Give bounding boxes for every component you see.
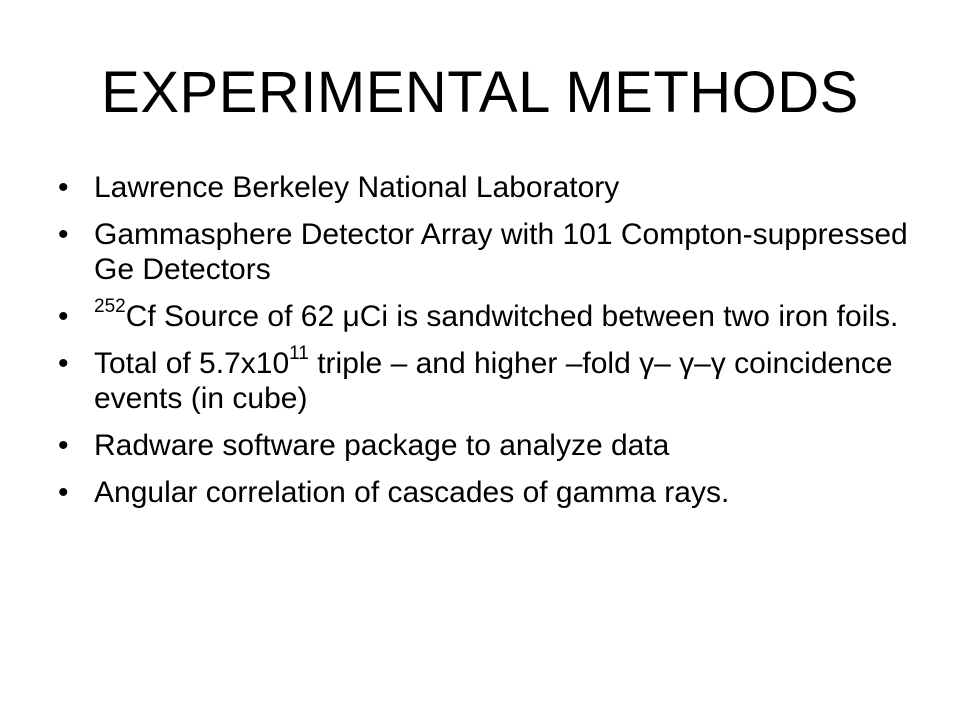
exponent: 11 [289,343,309,364]
bullet-dot-icon: • [58,171,69,204]
bullet-dot-icon: • [58,347,69,380]
bullet-item-angular [58,475,918,510]
bullet-dot-icon: • [58,476,69,509]
bullet-dot-icon: • [58,218,69,251]
bullet-text: Angular correlation of cascades of gamma rays. [94,476,730,509]
bullet-text-after: triple – and higher –fold γ– γ–γ coincidence events (in cube) [94,347,893,415]
bullet-text-before: Total of 5.7x10 [94,347,290,380]
bullet-text: Gammasphere Detector Array with 101 Compton-suppressed Ge Detectors [94,218,908,286]
bullet-text: Lawrence Berkeley National Laboratory [94,171,620,204]
bullet-list [58,170,918,522]
slide-title: EXPERIMENTAL METHODS [101,60,859,125]
bullet-text: Radware software package to analyze data [94,429,670,462]
bullet-dot-icon: • [58,429,69,462]
isotope-mass-number: 252 [94,296,126,317]
bullet-item-lab [58,170,918,205]
bullet-item-source [58,296,918,334]
bullet-item-software [58,428,918,463]
bullet-text: Cf Source of 62 μCi is sandwitched between two iron foils. [125,300,899,333]
bullet-item-events [58,343,918,416]
bullet-item-detector [58,217,918,287]
bullet-dot-icon: • [58,300,69,333]
